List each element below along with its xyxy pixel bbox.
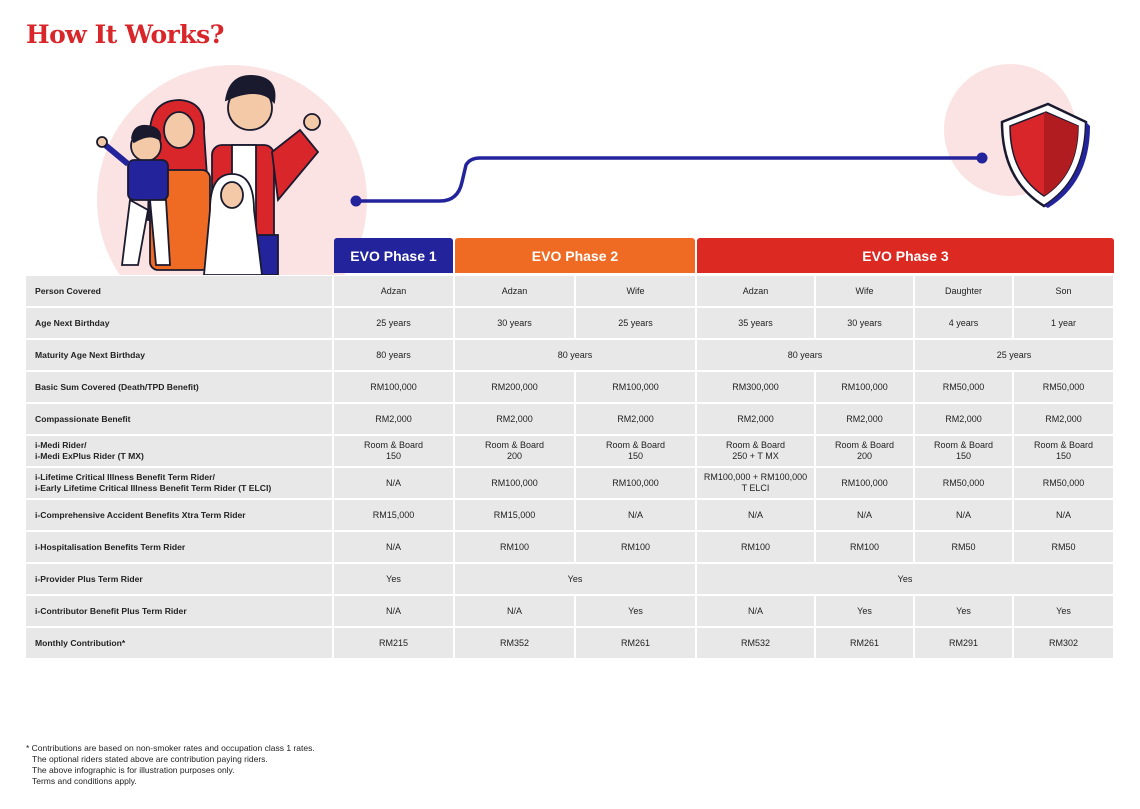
row-label <box>26 532 332 562</box>
cell-text: RM2,000 <box>846 413 883 424</box>
benefit-table <box>24 274 1115 660</box>
table-cell <box>334 404 453 434</box>
cell-text: Room & Board <box>605 440 666 450</box>
cell-text: RM2,000 <box>737 413 774 424</box>
footnote-3: The above infographic is for illustration purposes only. <box>32 765 235 775</box>
table-cell <box>816 596 913 626</box>
row-label <box>26 276 332 306</box>
table-row <box>26 372 1113 402</box>
row-label-line: i-Comprehensive Accident Benefits Xtra Term Rider <box>35 509 246 520</box>
table-cell <box>697 436 814 466</box>
table-cell <box>455 436 574 466</box>
cell-text: 150 <box>1055 451 1072 461</box>
table-cell <box>576 404 695 434</box>
row-label-line: Maturity Age Next Birthday <box>35 349 145 360</box>
cell-text: 80 years <box>376 349 411 360</box>
row-label <box>26 564 332 594</box>
row-label <box>26 404 332 434</box>
cell-text: Yes <box>897 573 913 584</box>
cell-text: Yes <box>1056 605 1071 616</box>
table-cell <box>576 500 695 530</box>
table-cell <box>697 596 814 626</box>
table-cell <box>334 564 453 594</box>
table-row <box>26 596 1113 626</box>
cell-text: RM100 <box>849 541 879 552</box>
table-cell <box>915 404 1012 434</box>
cell-text: RM302 <box>1048 637 1078 648</box>
table-cell <box>576 372 695 402</box>
cell-text: 1 year <box>1050 317 1076 328</box>
cell-text: 25 years <box>996 349 1032 360</box>
table-cell <box>1014 404 1113 434</box>
table-cell <box>697 308 814 338</box>
cell-text: Yes <box>628 605 643 616</box>
cell-text: RM50 <box>951 541 976 552</box>
table-cell <box>1014 532 1113 562</box>
table-row <box>26 500 1113 530</box>
row-label <box>26 468 332 498</box>
table-cell <box>816 436 913 466</box>
table-cell <box>455 372 574 402</box>
cell-text: 250 + T MX <box>732 451 779 461</box>
table-cell <box>576 628 695 658</box>
table-cell <box>1014 468 1113 498</box>
table-cell <box>455 532 574 562</box>
table-cell <box>816 532 913 562</box>
table-cell <box>915 596 1012 626</box>
table-cell <box>697 276 814 306</box>
cell-text: N/A <box>506 605 522 616</box>
table-cell <box>816 468 913 498</box>
journey-line <box>356 158 982 201</box>
cell-text: 25 years <box>618 317 653 328</box>
cell-text: RM352 <box>499 637 529 648</box>
table-cell <box>1014 372 1113 402</box>
cell-text: RM100,000 + RM100,000 <box>703 472 808 482</box>
cell-text: RM291 <box>948 637 978 648</box>
cell-text: N/A <box>747 605 763 616</box>
table-cell <box>455 596 574 626</box>
table-cell <box>697 340 913 370</box>
cell-text: RM532 <box>740 637 770 648</box>
cell-text: 30 years <box>847 317 882 328</box>
cell-text: Wife <box>855 285 874 296</box>
table-cell <box>1014 276 1113 306</box>
table-cell <box>1014 436 1113 466</box>
row-label <box>26 436 332 466</box>
cell-text: Daughter <box>944 285 983 296</box>
cell-text: Wife <box>626 285 645 296</box>
cell-text: RM2,000 <box>945 413 982 424</box>
cell-text: RM215 <box>378 637 408 648</box>
row-label-line: Monthly Contribution* <box>35 637 126 648</box>
cell-text: RM15,000 <box>372 509 415 520</box>
page-title: How It Works? <box>26 20 224 49</box>
table-cell <box>455 404 574 434</box>
cell-text: N/A <box>1055 509 1071 520</box>
cell-text: Adzan <box>501 285 528 296</box>
table-row <box>26 308 1113 338</box>
table-cell <box>576 532 695 562</box>
cell-text: RM100,000 <box>841 381 888 392</box>
cell-text: Son <box>1055 285 1072 296</box>
table-row <box>26 404 1113 434</box>
table-cell <box>576 468 695 498</box>
table-cell <box>455 340 695 370</box>
cell-text: Adzan <box>742 285 769 296</box>
footnotes <box>26 743 315 787</box>
cell-text: RM50,000 <box>1042 477 1085 488</box>
cell-text: Yes <box>386 573 401 584</box>
table-cell <box>697 372 814 402</box>
row-label-line: i-Early Lifetime Critical Illness Benefit Term Rider (T ELCI) <box>35 483 272 493</box>
cell-text: Yes <box>567 573 583 584</box>
cell-text: 30 years <box>497 317 532 328</box>
cell-text: RM50,000 <box>942 381 985 392</box>
footnote-4: Terms and conditions apply. <box>32 776 137 786</box>
cell-text: 200 <box>506 451 523 461</box>
cell-text: RM2,000 <box>1045 413 1082 424</box>
table-cell <box>334 500 453 530</box>
table-cell <box>915 628 1012 658</box>
cell-text: N/A <box>385 477 401 488</box>
cell-text: 150 <box>385 451 402 461</box>
table-row <box>26 628 1113 658</box>
cell-text: RM200,000 <box>491 381 538 392</box>
cell-text: 80 years <box>787 349 823 360</box>
row-label <box>26 340 332 370</box>
row-label-line: i-Medi ExPlus Rider (T MX) <box>35 451 144 461</box>
table-cell <box>455 308 574 338</box>
table-cell <box>334 596 453 626</box>
table-cell <box>915 532 1012 562</box>
table-cell <box>1014 500 1113 530</box>
row-label <box>26 596 332 626</box>
cell-text: RM2,000 <box>496 413 533 424</box>
cell-text: RM100,000 <box>612 477 659 488</box>
cell-text: T ELCI <box>741 483 770 493</box>
footnote-1: * Contributions are based on non-smoker rates and occupation class 1 rates. <box>26 743 315 753</box>
cell-text: RM100 <box>620 541 650 552</box>
table-row <box>26 340 1113 370</box>
cell-text: N/A <box>955 509 971 520</box>
table-cell <box>915 436 1012 466</box>
table-cell <box>915 308 1012 338</box>
row-label-line: Basic Sum Covered (Death/TPD Benefit) <box>35 381 199 392</box>
cell-text: Yes <box>956 605 971 616</box>
row-label-line: i-Contributor Benefit Plus Term Rider <box>35 605 187 616</box>
cell-text: RM300,000 <box>732 381 779 392</box>
row-label-line: i-Hospitalisation Benefits Term Rider <box>35 541 186 552</box>
table-cell <box>334 436 453 466</box>
cell-text: Room & Board <box>363 440 424 450</box>
table-cell <box>334 308 453 338</box>
cell-text: RM2,000 <box>375 413 412 424</box>
cell-text: 150 <box>627 451 644 461</box>
table-cell <box>334 340 453 370</box>
table-cell <box>697 468 814 498</box>
table-row <box>26 532 1113 562</box>
table-cell <box>697 628 814 658</box>
cell-text: N/A <box>747 509 763 520</box>
table-cell <box>816 276 913 306</box>
cell-text: N/A <box>385 605 401 616</box>
table-cell <box>334 468 453 498</box>
table-cell <box>915 468 1012 498</box>
cell-text: RM50,000 <box>942 477 985 488</box>
cell-text: Room & Board <box>725 440 786 450</box>
cell-text: 4 years <box>948 317 979 328</box>
table-row <box>26 276 1113 306</box>
phase-2-header: EVO Phase 2 <box>455 238 695 273</box>
table-cell <box>455 628 574 658</box>
row-label-line: i-Lifetime Critical Illness Benefit Term Rider/ <box>35 472 215 482</box>
row-label <box>26 308 332 338</box>
cell-text: RM100,000 <box>370 381 417 392</box>
cell-text: Adzan <box>380 285 407 296</box>
table-cell <box>334 372 453 402</box>
cell-text: 25 years <box>376 317 411 328</box>
table-cell <box>915 340 1113 370</box>
row-label-line: Compassionate Benefit <box>35 413 131 424</box>
cell-text: RM100 <box>740 541 770 552</box>
row-label-line: i-Medi Rider/ <box>35 440 87 450</box>
table-cell <box>915 500 1012 530</box>
table-cell <box>576 596 695 626</box>
cell-text: RM50 <box>1051 541 1076 552</box>
cell-text: 150 <box>955 451 972 461</box>
table-cell <box>816 404 913 434</box>
table-cell <box>697 500 814 530</box>
cell-text: N/A <box>856 509 872 520</box>
table-cell <box>816 308 913 338</box>
row-label-line: Person Covered <box>35 285 101 296</box>
cell-text: Yes <box>857 605 872 616</box>
table-cell <box>697 532 814 562</box>
footnote-2: The optional riders stated above are contribution paying riders. <box>32 754 268 764</box>
cell-text: RM50,000 <box>1042 381 1085 392</box>
phase-1-header: EVO Phase 1 <box>334 238 453 273</box>
table-cell <box>576 276 695 306</box>
table-cell <box>455 276 574 306</box>
table-cell <box>576 436 695 466</box>
row-label <box>26 372 332 402</box>
cell-text: RM100,000 <box>612 381 659 392</box>
cell-text: N/A <box>627 509 643 520</box>
table-cell <box>334 276 453 306</box>
journey-start-dot <box>351 196 362 207</box>
cell-text: RM15,000 <box>493 509 536 520</box>
cell-text: Room & Board <box>1033 440 1094 450</box>
table-cell <box>915 276 1012 306</box>
cell-text: RM261 <box>620 637 650 648</box>
table-cell <box>816 500 913 530</box>
cell-text: RM261 <box>849 637 879 648</box>
cell-text: Room & Board <box>933 440 994 450</box>
table-cell <box>334 628 453 658</box>
cell-text: RM2,000 <box>617 413 654 424</box>
table-row <box>26 564 1113 594</box>
table-cell <box>915 372 1012 402</box>
table-cell <box>455 468 574 498</box>
table-cell <box>816 628 913 658</box>
table-cell <box>455 500 574 530</box>
row-label-line: i-Provider Plus Term Rider <box>35 573 143 584</box>
table-cell <box>334 532 453 562</box>
cell-text: RM100 <box>499 541 529 552</box>
table-cell <box>816 372 913 402</box>
journey-end-dot <box>977 153 988 164</box>
table-cell <box>697 564 1113 594</box>
table-cell <box>455 564 695 594</box>
cell-text: N/A <box>385 541 401 552</box>
table-cell <box>1014 308 1113 338</box>
cell-text: RM100,000 <box>841 477 888 488</box>
row-label <box>26 500 332 530</box>
table-cell <box>576 308 695 338</box>
cell-text: RM100,000 <box>491 477 538 488</box>
table-row <box>26 436 1113 466</box>
row-label <box>26 628 332 658</box>
table-cell <box>697 404 814 434</box>
cell-text: Room & Board <box>834 440 895 450</box>
cell-text: 80 years <box>557 349 593 360</box>
row-label-line: Age Next Birthday <box>35 317 110 328</box>
phase-3-header: EVO Phase 3 <box>697 238 1114 273</box>
table-row <box>26 468 1113 498</box>
cell-text: Room & Board <box>484 440 545 450</box>
table-cell <box>1014 628 1113 658</box>
cell-text: 35 years <box>738 317 773 328</box>
cell-text: 200 <box>856 451 873 461</box>
table-cell <box>1014 596 1113 626</box>
